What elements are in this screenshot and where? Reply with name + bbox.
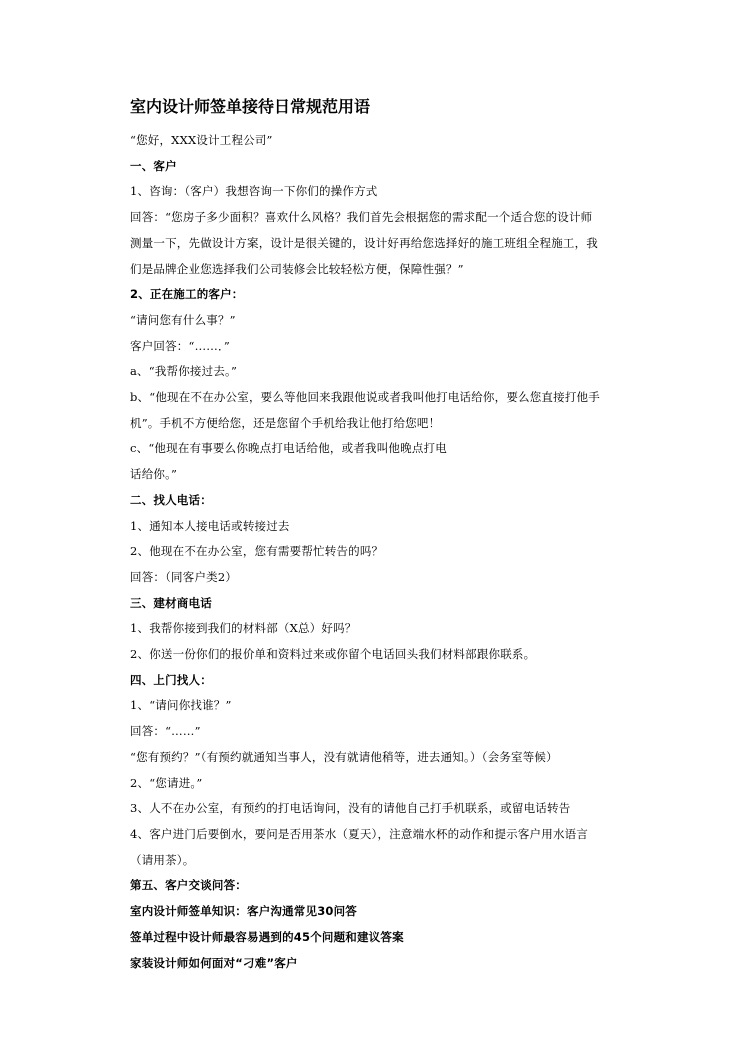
text-line: c、“他现在有事要么你晚点打电话给他，或者我叫他晚点打电 (130, 441, 447, 456)
text-line: 1、通知本人接电话或转接过去 (130, 518, 290, 533)
text-line: 1、咨询：（客户）我想咨询一下你们的操作方式 (130, 184, 378, 199)
section-heading: 2、正在施工的客户： (130, 287, 244, 302)
section-heading: 签单过程中设计师最容易遇到的45个问题和建议答案 (130, 929, 404, 944)
section-heading: 三、建材商电话 (130, 595, 212, 610)
text-line: 4、客户进门后要倒水，要问是否用茶水（夏天），注意端水杯的动作和提示客户用水语言 (130, 826, 589, 841)
document-title: 室内设计师签单接待日常规范用语 (130, 97, 371, 116)
section-heading: 二、找人电话： (130, 492, 212, 507)
text-line: 2、他现在不在办公室，您有需要帮忙转告的吗？ (130, 544, 384, 559)
section-heading: 室内设计师签单知识：客户沟通常见30问答 (130, 904, 358, 919)
text-line: 机”。手机不方便给您，还是您留个手机给我让他打给您吧！ (130, 415, 441, 430)
text-line: 2、“您请进。” (130, 775, 203, 790)
text-line: a、“我帮你接过去。” (130, 364, 238, 379)
text-line: 3、人不在办公室，有预约的打电话询问，没有的请他自己打手机联系，或留电话转告 (130, 801, 571, 816)
text-line: （请用茶）。 (130, 852, 195, 867)
text-line: “您有预约？”（有预约就通知当事人，没有就请他稍等，进去通知。）（会务室等候） (130, 749, 558, 764)
text-line: 话给你。” (130, 467, 178, 482)
text-line: 1、我帮你接到我们的材料部（X总）好吗？ (130, 621, 357, 636)
text-line: 2、你送一份你们的报价单和资料过来或你留个电话回头我们材料部跟你联系。 (130, 647, 536, 662)
text-line: 测量一下，先做设计方案，设计是很关键的，设计好再给您选择好的施工班组全程施工，我 (130, 235, 598, 250)
document-body (130, 128, 650, 976)
text-line: “请问您有什么事？” (130, 312, 236, 327)
section-heading: 第五、客户交谈问答： (130, 878, 247, 893)
text-line: 1、“请问你找谁？” (130, 698, 232, 713)
text-line: 们是品牌企业您选择我们公司装修会比较轻松方便，保障性强？” (130, 261, 464, 276)
section-heading: 一、客户 (130, 158, 177, 173)
text-line: 客户回答：“……．” (130, 338, 231, 353)
text-line: b、“他现在不在办公室，要么等他回来我跟他说或者我叫他打电话给你，要么您直接打他手 (130, 390, 600, 405)
section-heading: 四、上门找人： (130, 672, 212, 687)
text-line: 回答：“……” (130, 724, 201, 739)
text-line: 回答：“您房子多少面积？喜欢什么风格？我们首先会根据您的需求配一个适合您的设计师 (130, 210, 593, 225)
text-line: 回答：（同客户类2） (130, 569, 238, 584)
text-line: “您好，XXX设计工程公司” (130, 133, 273, 147)
section-heading: 家装设计师如何面对“刁难”客户 (130, 955, 298, 970)
document-page (130, 96, 650, 976)
